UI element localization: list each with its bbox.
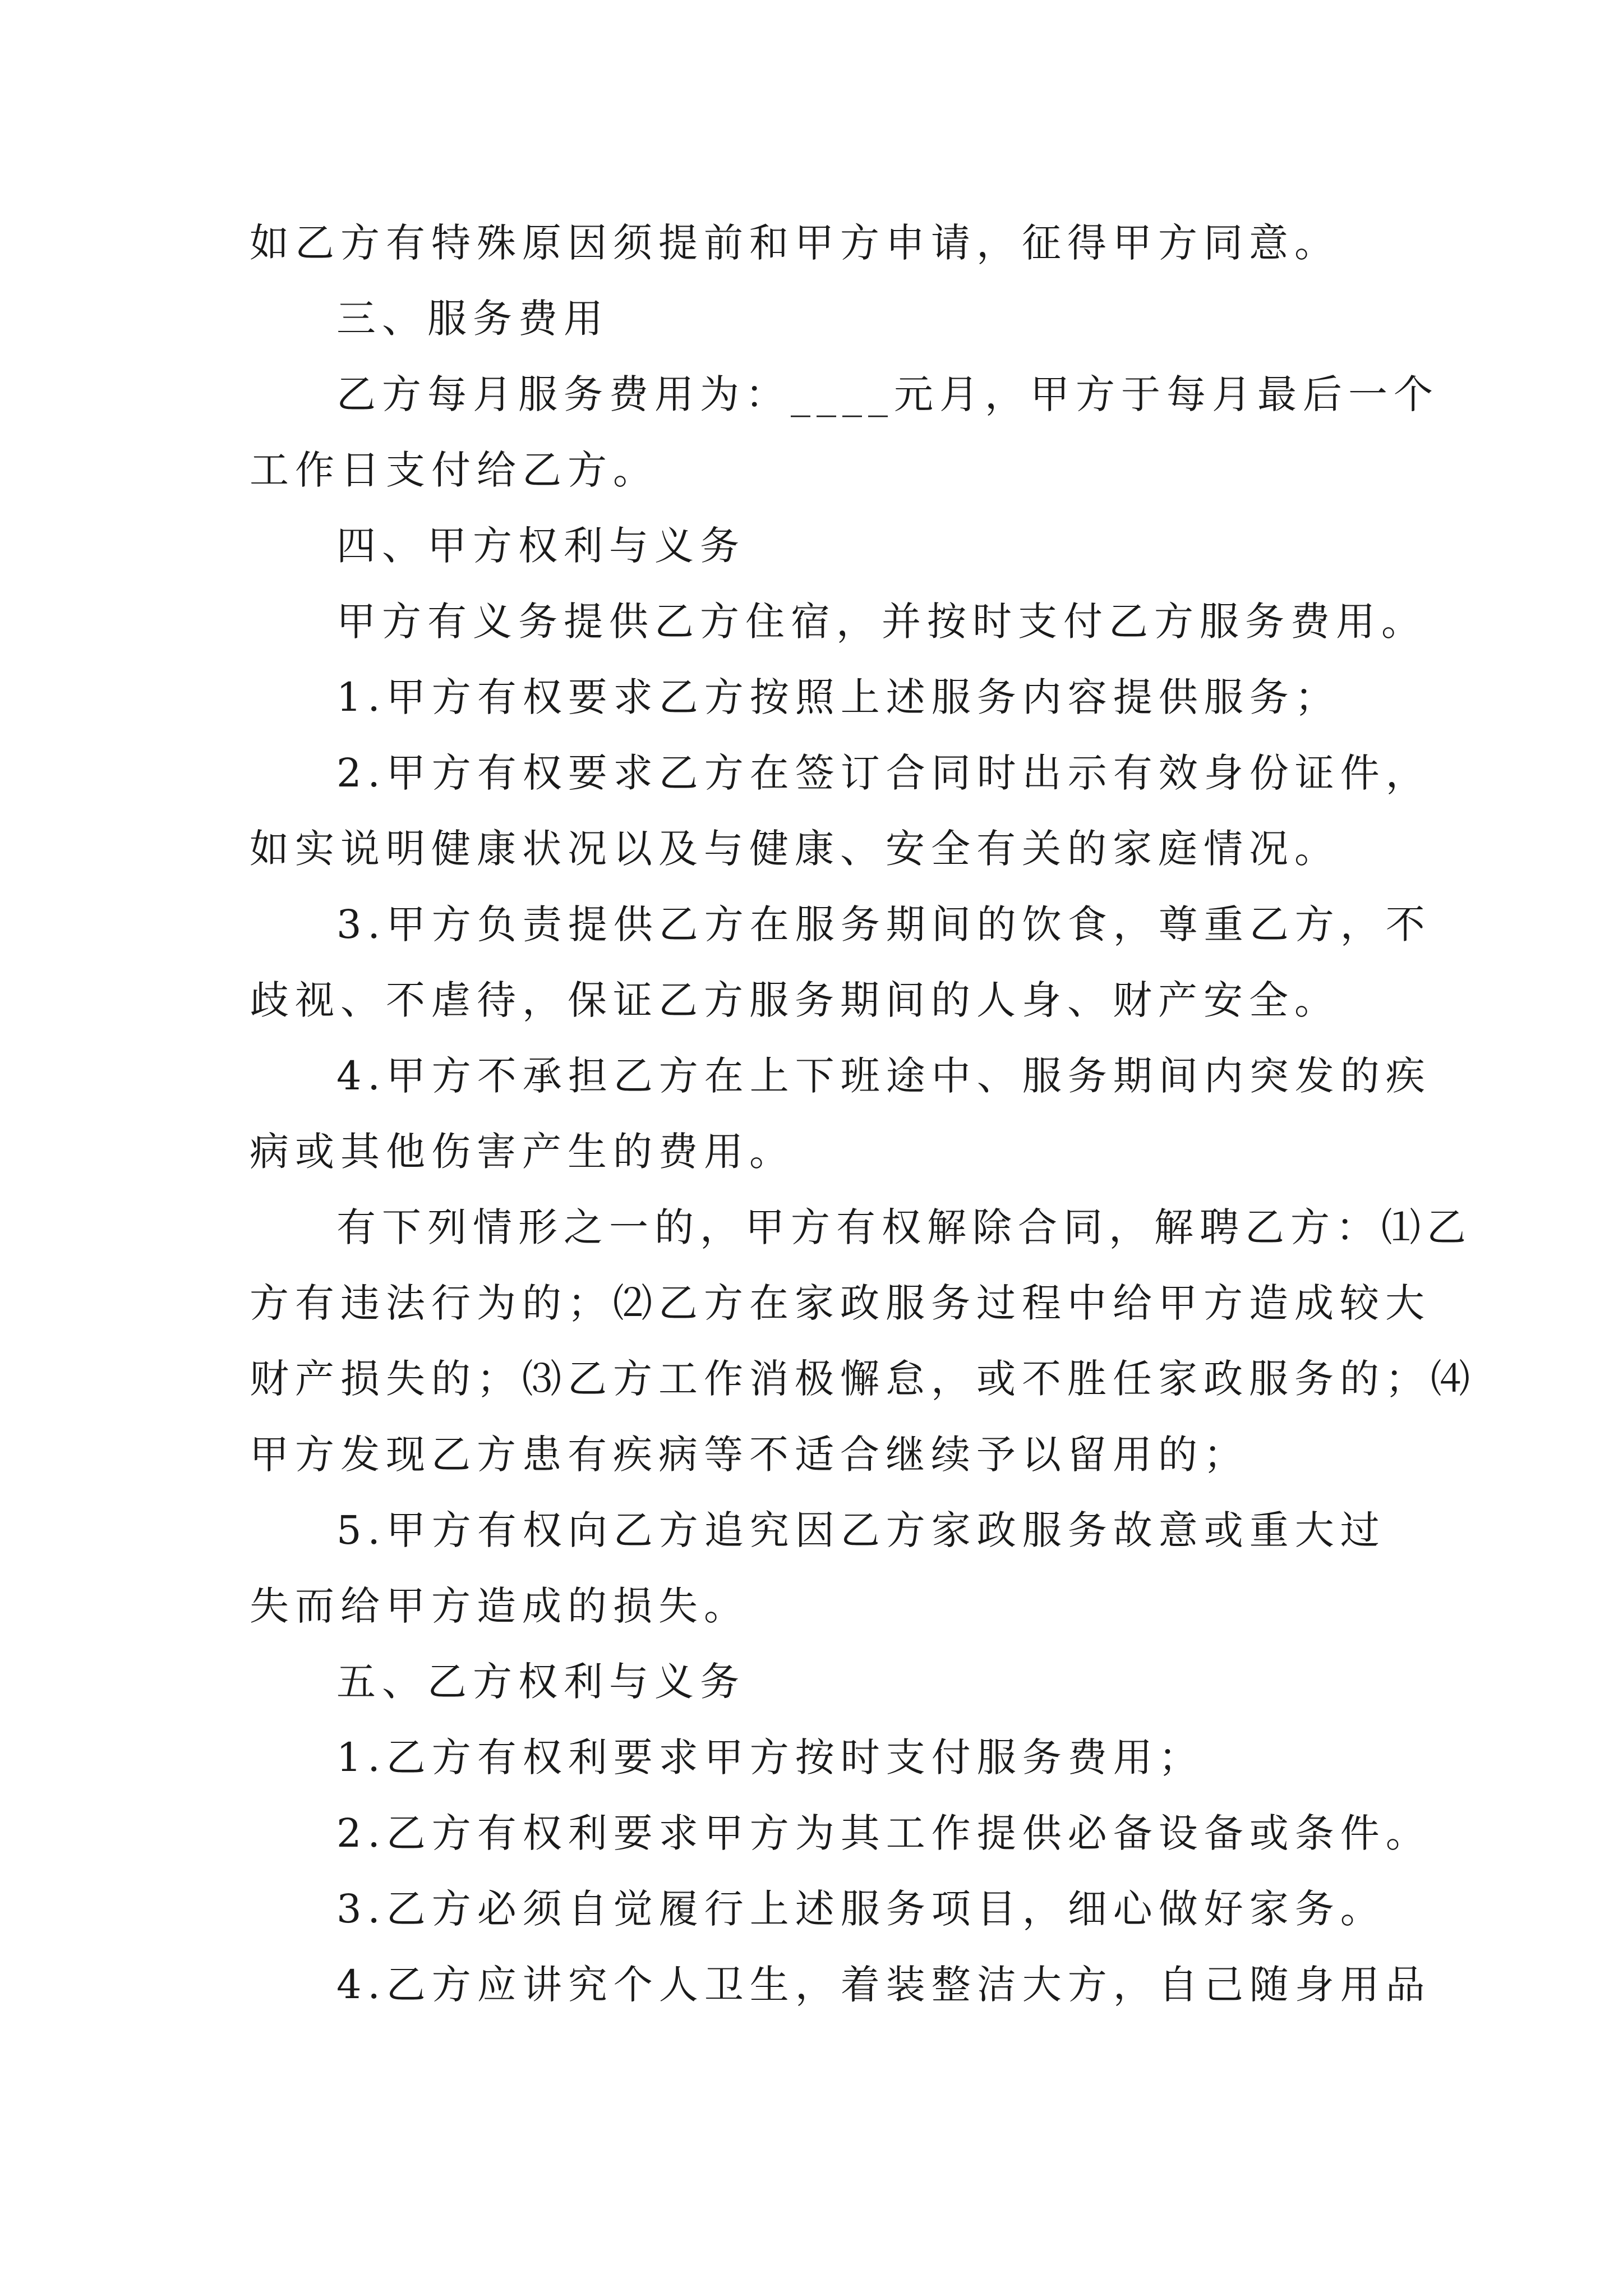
text-line: 3.甲方负责提供乙方在服务期间的饮食，尊重乙方，不 — [336, 901, 1431, 947]
text-line: 3.乙方必须自觉履行上述服务项目，细心做好家务。 — [336, 1886, 1386, 1932]
text-line: 工作日支付给乙方。 — [250, 447, 658, 493]
text-line: 2.甲方有权要求乙方在签订合同时出示有效身份证件， — [336, 750, 1431, 796]
text-line: 乙方每月服务费用为：____元月，甲方于每月最后一个 — [336, 371, 1439, 417]
section-heading: 五、乙方权利与义务 — [336, 1659, 745, 1705]
text-line: 4.甲方不承担乙方在上下班途中、服务期间内突发的疾 — [336, 1053, 1431, 1099]
text-line: 病或其他伤害产生的费用。 — [250, 1129, 795, 1175]
text-line: 甲方发现乙方患有疾病等不适合继续予以留用的； — [250, 1432, 1249, 1478]
text-line: 1.乙方有权利要求甲方按时支付服务费用； — [336, 1734, 1204, 1780]
text-line: 如乙方有特殊原因须提前和甲方申请，征得甲方同意。 — [250, 220, 1340, 266]
text-line: 2.乙方有权利要求甲方为其工作提供必备设备或条件。 — [336, 1810, 1431, 1856]
text-line: 5.甲方有权向乙方追究因乙方家政服务故意或重大过 — [336, 1507, 1386, 1553]
section-heading: 四、甲方权利与义务 — [336, 523, 745, 569]
section-heading: 三、服务费用 — [336, 296, 609, 342]
text-line: 4.乙方应讲究个人卫生，着装整洁大方，自己随身用品 — [336, 1962, 1431, 2008]
text-line: 有下列情形之一的，甲方有权解除合同，解聘乙方：⑴乙 — [336, 1204, 1472, 1250]
text-line: 甲方有义务提供乙方住宿，并按时支付乙方服务费用。 — [336, 599, 1427, 645]
text-line: 财产损失的；⑶乙方工作消极懈怠，或不胜任家政服务的；⑷ — [250, 1356, 1476, 1402]
text-line: 失而给甲方造成的损失。 — [250, 1583, 749, 1629]
text-line: 1.甲方有权要求乙方按照上述服务内容提供服务； — [336, 674, 1340, 720]
text-line: 方有违法行为的；⑵乙方在家政服务过程中给甲方造成较大 — [250, 1280, 1431, 1326]
text-line: 如实说明健康状况以及与健康、安全有关的家庭情况。 — [250, 826, 1340, 872]
text-line: 歧视、不虐待，保证乙方服务期间的人身、财产安全。 — [250, 977, 1340, 1023]
